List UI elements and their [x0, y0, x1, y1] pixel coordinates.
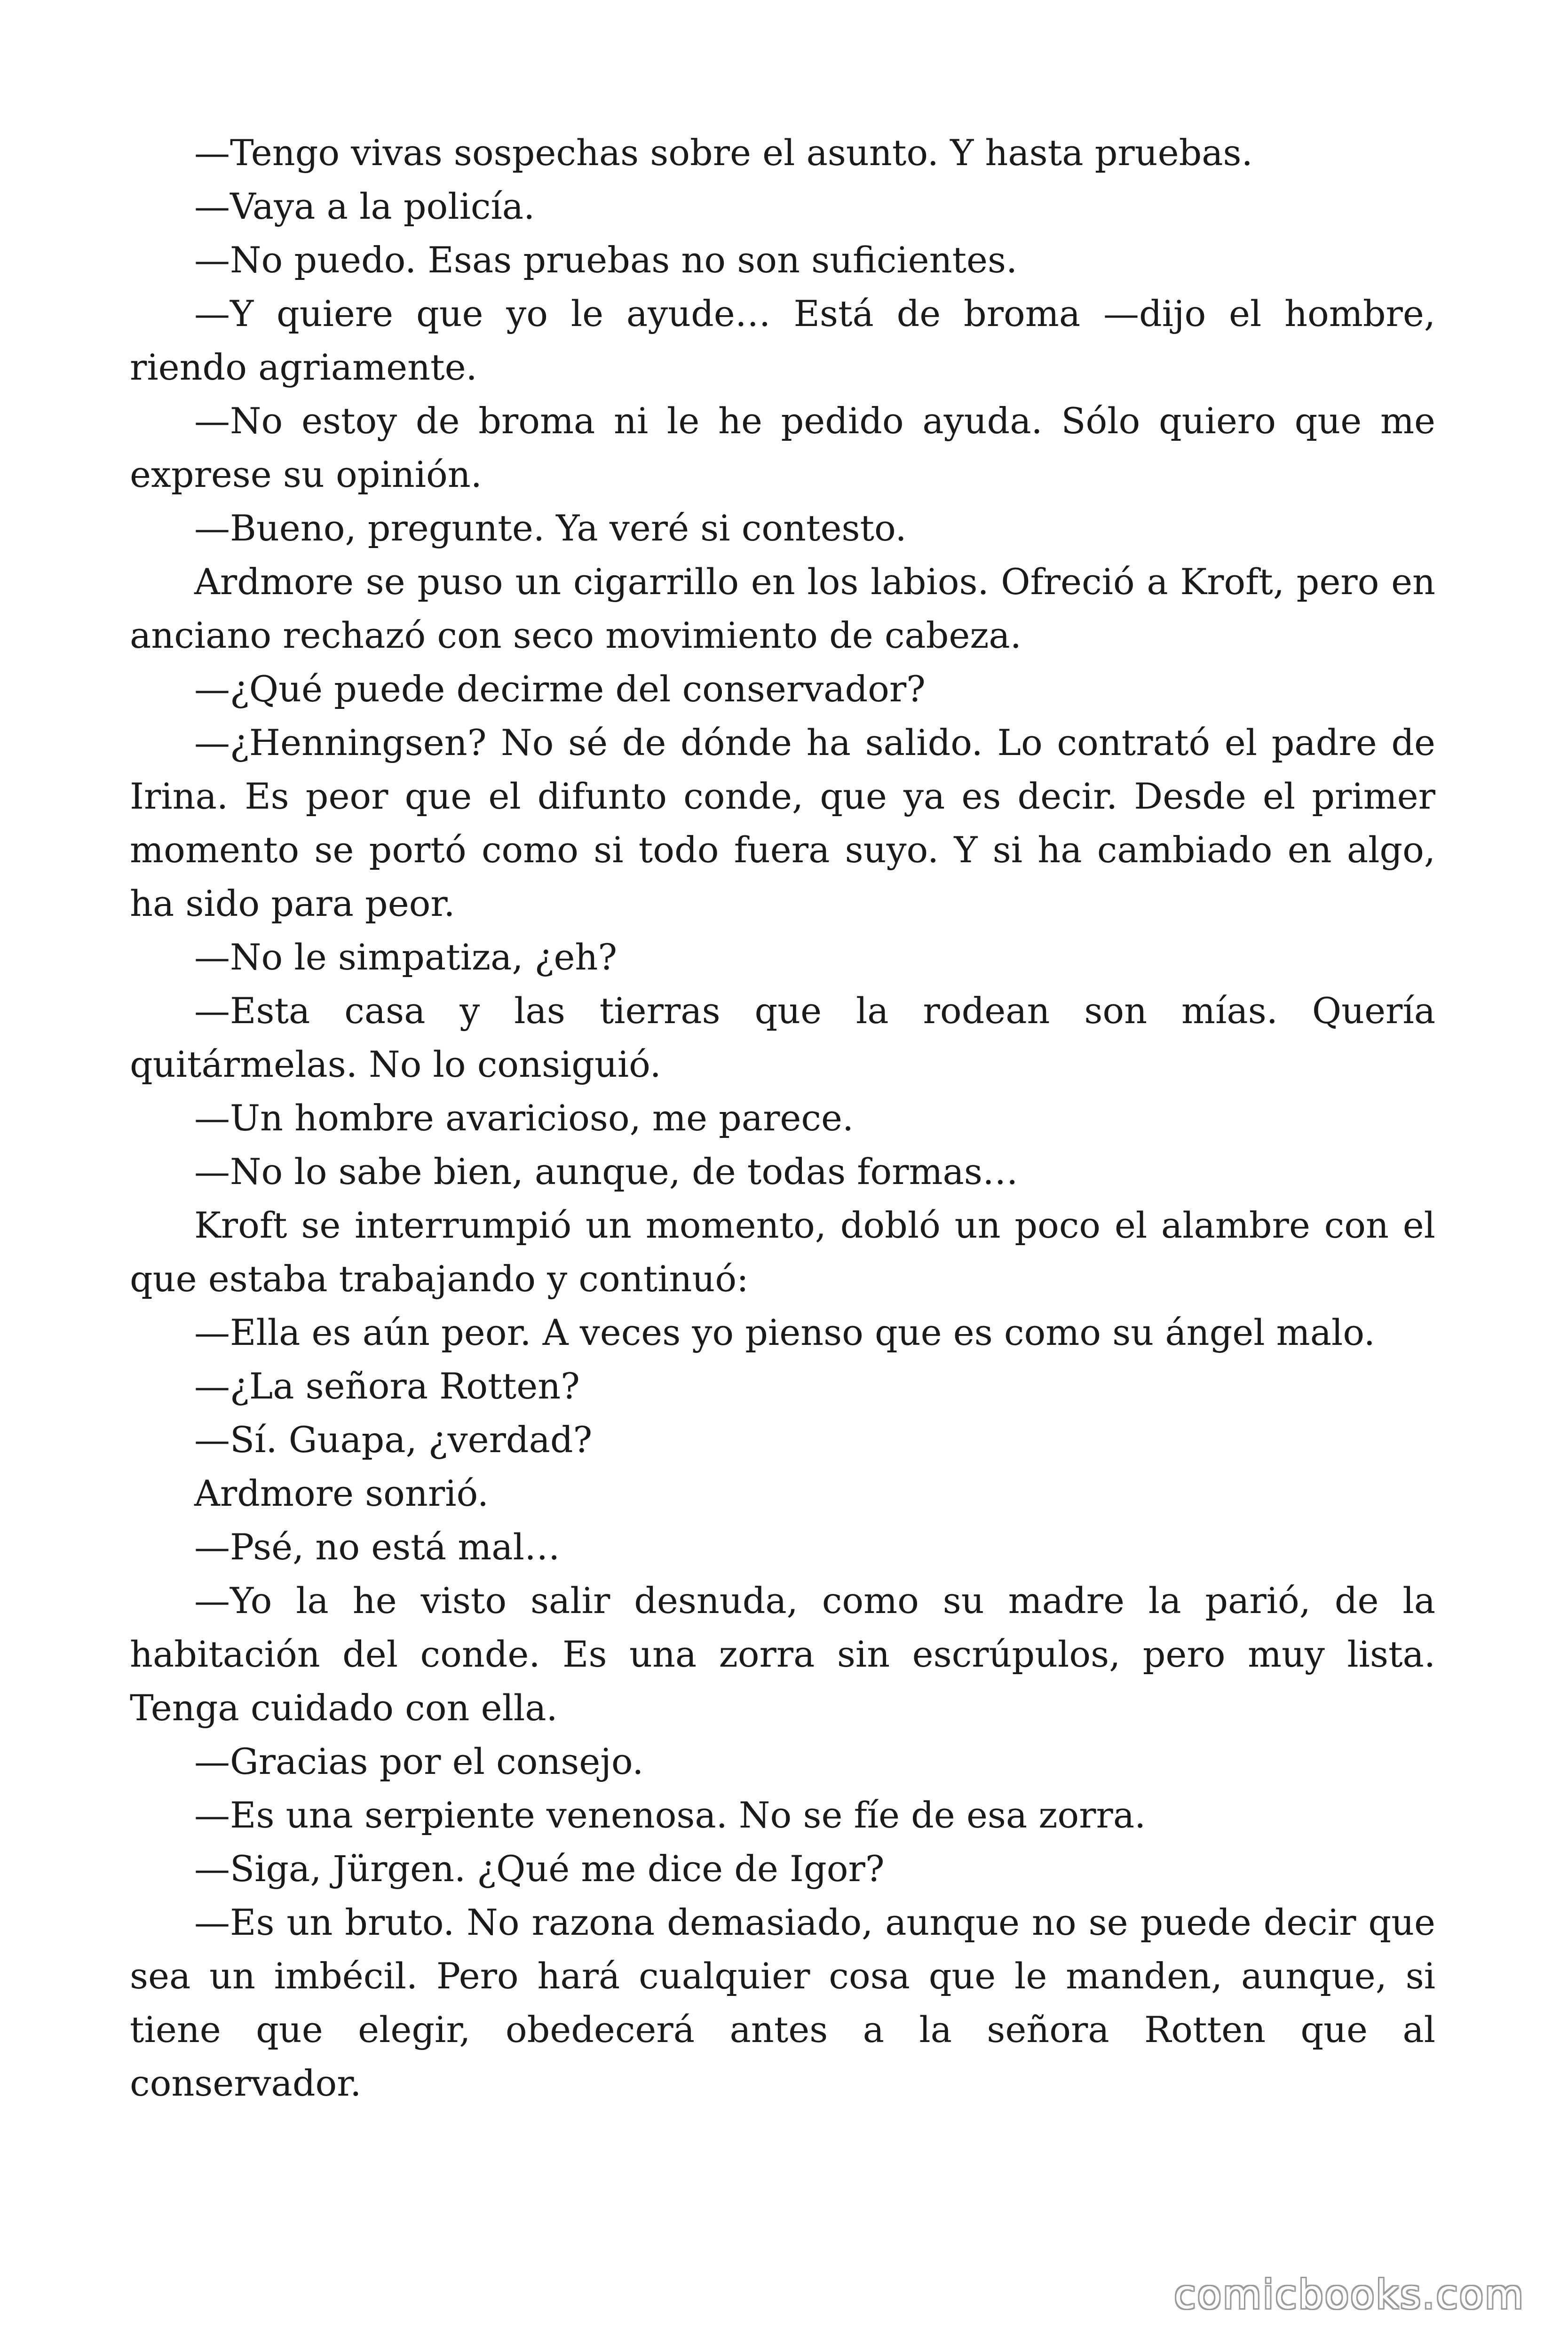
- paragraph: —No puedo. Esas pruebas no son suficientes.: [194, 239, 1018, 281]
- paragraph: —¿Henningsen? No sé de dónde ha salido. Lo contrató el padre de Irina. Es peor que el difunto conde, que ya es decir. Desde el primer momento se portó como si todo fuera suyo. Y si ha cambiado en algo, ha sido para peor.: [130, 722, 1435, 924]
- paragraph: —Sí. Guapa, ¿verdad?: [194, 1419, 593, 1461]
- paragraph: —Yo la he visto salir desnuda, como su madre la parió, de la habitación del conde. Es una zorra sin escrúpulos, pero muy lista. Tenga cuidado con ella.: [130, 1580, 1435, 1729]
- paragraph: —No lo sabe bien, aunque, de todas formas…: [194, 1151, 1018, 1192]
- book-page-text: [130, 126, 1435, 2110]
- paragraph: —Es una serpiente venenosa. No se fíe de esa zorra.: [194, 1794, 1146, 1836]
- paragraph: —Gracias por el consejo.: [194, 1740, 644, 1782]
- paragraph: —Ella es aún peor. A veces yo pienso que es como su ángel malo.: [194, 1311, 1375, 1353]
- paragraph: —Psé, no está mal…: [194, 1526, 560, 1568]
- watermark: comicbooks.com: [1174, 2272, 1525, 2318]
- paragraph: —Bueno, pregunte. Ya veré si contesto.: [194, 507, 907, 549]
- paragraph: —No estoy de broma ni le he pedido ayuda. Sólo quiero que me exprese su opinión.: [130, 400, 1435, 495]
- paragraph: —¿Qué puede decirme del conservador?: [194, 668, 926, 710]
- paragraph: —No le simpatiza, ¿eh?: [194, 936, 618, 978]
- paragraph: —Esta casa y las tierras que la rodean son mías. Quería quitármelas. No lo consiguió.: [130, 990, 1435, 1085]
- paragraph: —Es un bruto. No razona demasiado, aunque no se puede decir que sea un imbécil. Pero hará cualquier cosa que le manden, aunque, si tiene que elegir, obedecerá antes a la señora Rotten que al conservador.: [130, 1901, 1435, 2104]
- paragraph: Ardmore se puso un cigarrillo en los labios. Ofreció a Kroft, pero en anciano rechazó con seco movimiento de cabeza.: [130, 561, 1435, 656]
- paragraph: —Tengo vivas sospechas sobre el asunto. Y hasta pruebas.: [194, 132, 1253, 174]
- paragraph: Ardmore sonrió.: [194, 1472, 489, 1514]
- paragraph: Kroft se interrumpió un momento, dobló un poco el alambre con el que estaba trabajando y continuó:: [130, 1204, 1435, 1300]
- paragraph: —Y quiere que yo le ayude… Está de broma —dijo el hombre, riendo agriamente.: [130, 293, 1435, 388]
- paragraph: —Vaya a la policía.: [194, 185, 535, 227]
- paragraph: —Siga, Jürgen. ¿Qué me dice de Igor?: [194, 1848, 885, 1890]
- paragraph: —¿La señora Rotten?: [194, 1365, 580, 1407]
- paragraph: —Un hombre avaricioso, me parece.: [194, 1097, 854, 1139]
